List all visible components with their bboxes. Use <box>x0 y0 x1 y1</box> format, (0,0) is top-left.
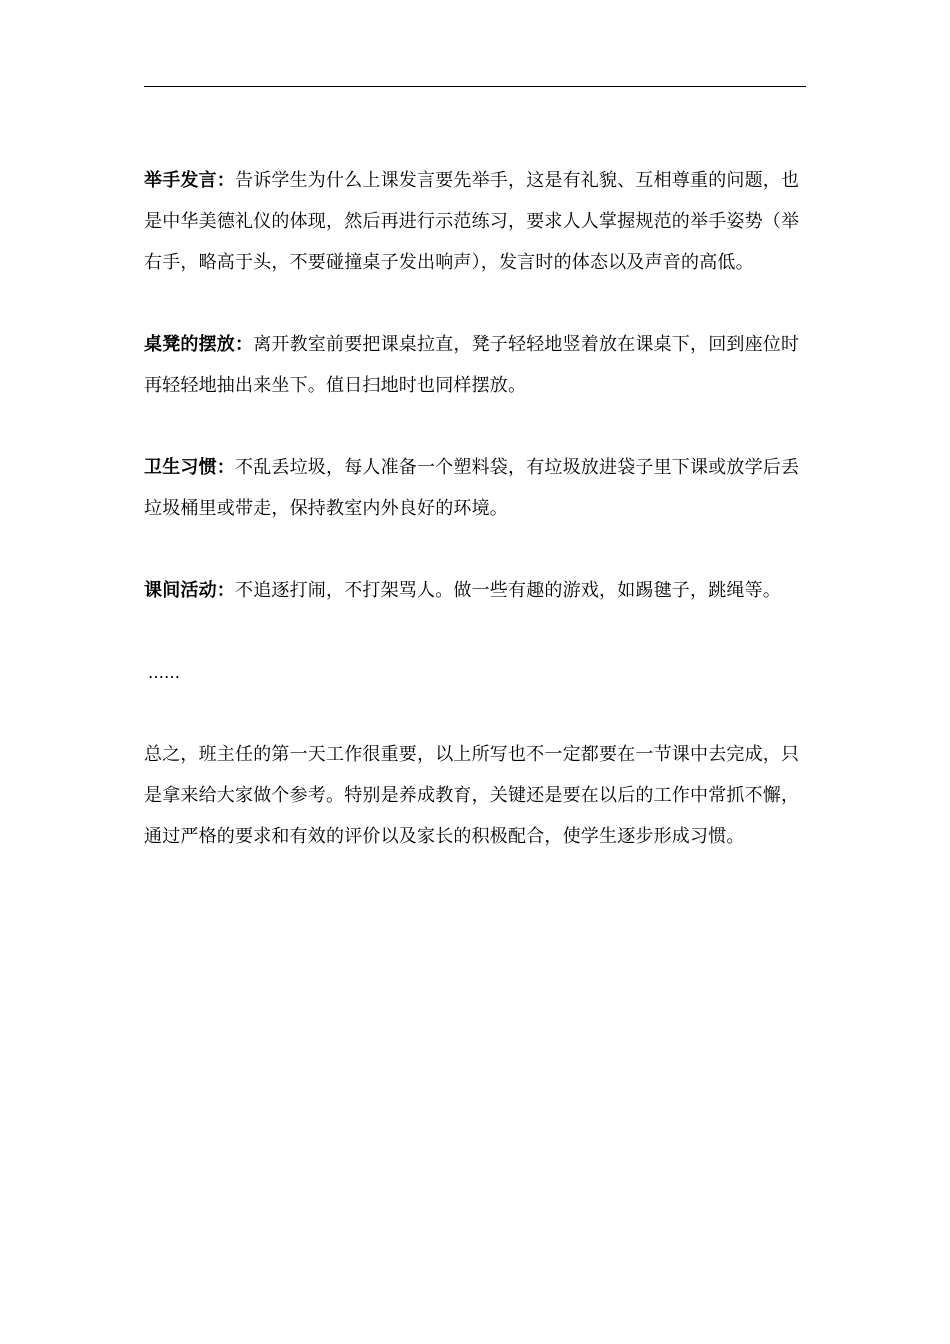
text-hygiene: 不乱丢垃圾，每人准备一个塑料袋，有垃圾放进袋子里下课或放学后丢垃圾桶里或带走，保持教室内外良好的环境。 <box>144 457 800 519</box>
paragraph-gap <box>144 693 806 734</box>
paragraph-gap <box>144 283 806 324</box>
paragraph-gap <box>144 406 806 447</box>
text-recess: 不追逐打闹，不打架骂人。做一些有趣的游戏，如踢毽子，跳绳等。 <box>235 580 781 601</box>
paragraph-hygiene <box>144 447 806 529</box>
text-desk-chair: 离开教室前要把课桌拉直，凳子轻轻地竖着放在课桌下，回到座位时再轻轻地抽出来坐下。值日扫地时也同样摆放。 <box>144 334 800 396</box>
term-desk-chair: 桌凳的摆放： <box>144 334 254 355</box>
paragraph-recess <box>144 570 806 611</box>
header-rule <box>144 86 806 87</box>
paragraph-raise-hand <box>144 160 806 283</box>
document-body <box>144 160 806 857</box>
term-raise-hand: 举手发言： <box>144 170 235 191</box>
paragraph-desk-chair <box>144 324 806 406</box>
ellipsis: …… <box>148 663 180 682</box>
paragraph-gap <box>144 529 806 570</box>
text-raise-hand: 告诉学生为什么上课发言要先举手，这是有礼貌、互相尊重的问题，也是中华美德礼仪的体现，然后再进行示范练习，要求人人掌握规范的举手姿势（举右手，略高于头，不要碰撞桌子发出响声），发言时的体态以及声音的高低。 <box>144 170 800 273</box>
paragraph-gap <box>144 611 806 652</box>
term-hygiene: 卫生习惯： <box>144 457 235 478</box>
paragraph-conclusion: 总之，班主任的第一天工作很重要，以上所写也不一定都要在一节课中去完成，只是拿来给大家做个参考。特别是养成教育，关键还是要在以后的工作中常抓不懈，通过严格的要求和有效的评价以及家长的积极配合，使学生逐步形成习惯。 <box>144 744 800 847</box>
term-recess: 课间活动： <box>144 580 235 601</box>
